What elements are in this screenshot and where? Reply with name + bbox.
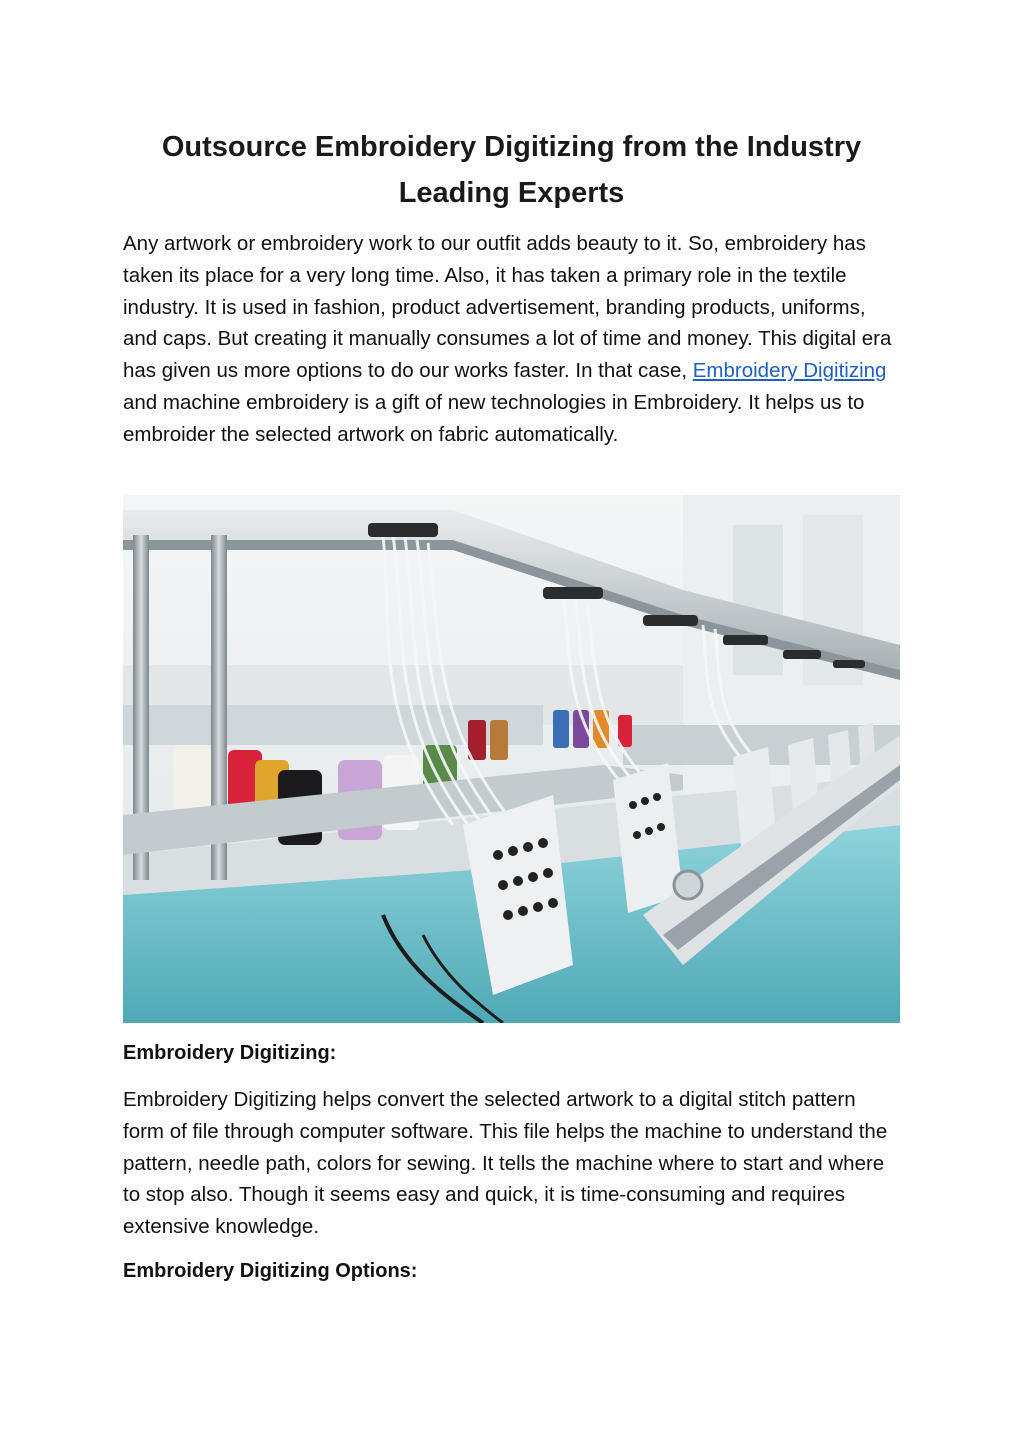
intro-text-after-link: and machine embroidery is a gift of new technologies in Embroidery. It helps us to embroider the selected artwork on fabric automatically.	[123, 390, 865, 446]
embroidery-machine-photo	[123, 495, 900, 1023]
embroidery-digitizing-link[interactable]: Embroidery Digitizing	[692, 359, 887, 383]
section-heading-embroidery-digitizing: Embroidery Digitizing:	[123, 1042, 337, 1064]
section-heading-digitizing-options: Embroidery Digitizing Options:	[123, 1260, 418, 1282]
page-title: Outsource Embroidery Digitizing from the Industry Leading Experts	[161, 131, 862, 209]
intro-text-before-link: Any artwork or embroidery work to our outfit adds beauty to it. So, embroidery has taken its place for a very long time. Also, it has taken a primary role in the textile industry. It is used in fashion, product advertisement, branding products, uniforms, and caps. But creating it manually consumes a lot of time and money. This digital era has given us more options to do our works faster. In that case,	[123, 232, 892, 383]
intro-paragraph	[123, 228, 900, 451]
section-body-embroidery-digitizing: Embroidery Digitizing helps convert the selected artwork to a digital stitch pattern form of file through computer software. This file helps the machine to understand the pattern, needle path, colors for sewing. It tells the machine where to start and where to stop also. Though it seems easy and quick, it is time-consuming and requires extensive knowledge.	[123, 1088, 888, 1239]
